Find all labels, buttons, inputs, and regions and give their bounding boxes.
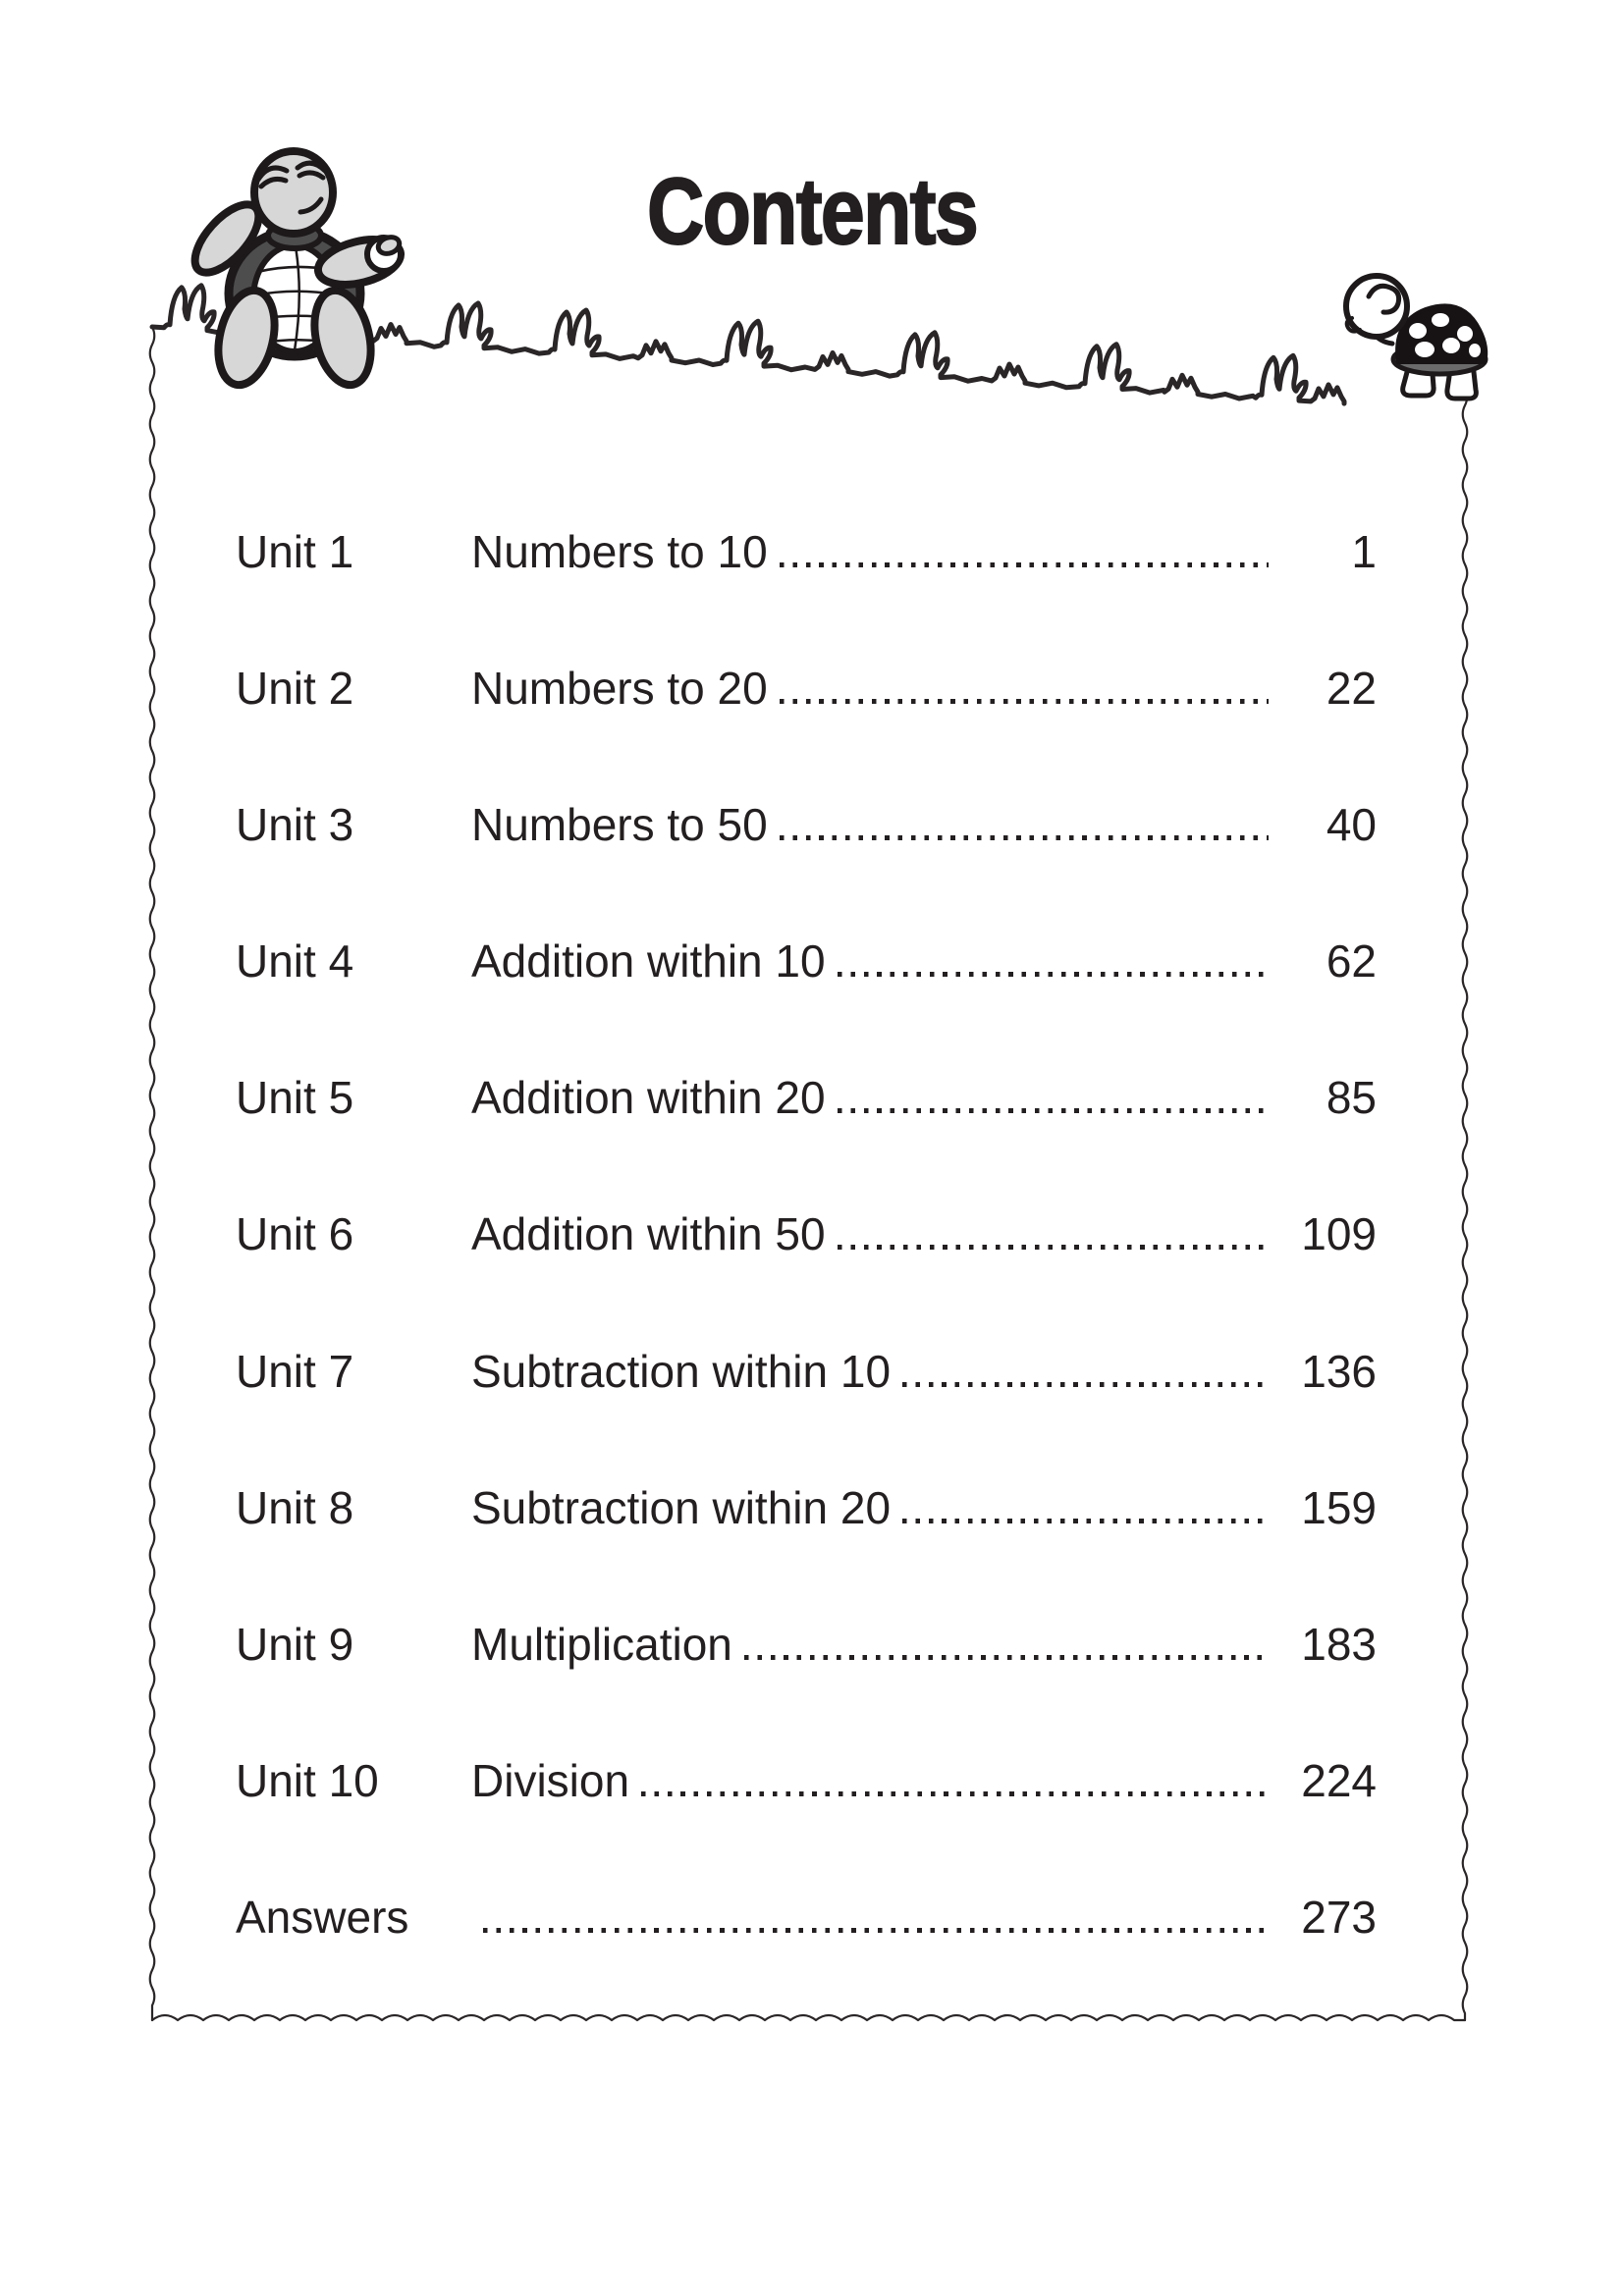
toc-unit-label: Unit 7 bbox=[236, 1345, 354, 1397]
toc-row bbox=[236, 795, 1377, 932]
toc-item-title: Numbers to 10 bbox=[471, 526, 768, 577]
toc-item-title: Addition within 20 bbox=[471, 1072, 826, 1124]
toc-item-title: Numbers to 50 bbox=[471, 799, 768, 851]
toc-unit-label: Unit 8 bbox=[236, 1481, 354, 1533]
toc-item-title: Subtraction within 20 bbox=[471, 1481, 892, 1533]
border-right bbox=[1463, 388, 1468, 2020]
toc-row bbox=[236, 1478, 1377, 1615]
border-left bbox=[150, 327, 155, 2020]
toc-row bbox=[236, 1888, 1377, 2024]
toc-row bbox=[236, 1751, 1377, 1888]
dot-leader bbox=[744, 1655, 1269, 1660]
toc-item-title: Subtraction within 10 bbox=[471, 1345, 892, 1397]
toc-unit-label: Unit 2 bbox=[236, 663, 354, 715]
dot-leader bbox=[483, 1928, 1269, 1933]
toc-list bbox=[236, 522, 1377, 2024]
toc-page-number: 224 bbox=[1301, 1754, 1377, 1806]
dot-leader bbox=[780, 835, 1269, 840]
toc-unit-label: Unit 10 bbox=[236, 1754, 379, 1806]
toc-page-number: 273 bbox=[1301, 1891, 1377, 1943]
dot-leader bbox=[780, 562, 1269, 567]
toc-row bbox=[236, 659, 1377, 795]
toc-unit-label: Answers bbox=[236, 1891, 409, 1943]
toc-unit-label: Unit 5 bbox=[236, 1072, 354, 1124]
turtle-walking-illustration bbox=[1346, 276, 1486, 399]
dot-leader bbox=[780, 699, 1269, 704]
toc-item-title: Addition within 10 bbox=[471, 935, 826, 988]
toc-page-number: 136 bbox=[1301, 1345, 1377, 1397]
toc-page-number: 22 bbox=[1326, 663, 1377, 715]
toc-unit-label: Unit 9 bbox=[236, 1618, 354, 1670]
dot-leader bbox=[902, 1382, 1269, 1387]
toc-row bbox=[236, 1615, 1377, 1751]
toc-unit-label: Unit 3 bbox=[236, 799, 354, 851]
toc-page-number: 1 bbox=[1351, 526, 1377, 577]
toc-item-title: Multiplication bbox=[471, 1618, 732, 1670]
toc-item-title: Addition within 50 bbox=[471, 1208, 826, 1260]
toc-unit-label: Unit 1 bbox=[236, 526, 354, 577]
toc-item-title: Division bbox=[471, 1754, 630, 1806]
toc-row bbox=[236, 522, 1377, 659]
toc-page-number: 183 bbox=[1301, 1618, 1377, 1670]
dot-leader bbox=[838, 1108, 1269, 1113]
toc-page-number: 159 bbox=[1301, 1481, 1377, 1533]
toc-row bbox=[236, 1204, 1377, 1341]
toc-page-number: 109 bbox=[1301, 1208, 1377, 1260]
toc-unit-label: Unit 4 bbox=[236, 935, 354, 988]
page-title: Contents bbox=[647, 159, 977, 264]
dot-leader bbox=[641, 1791, 1269, 1796]
dot-leader bbox=[902, 1519, 1269, 1523]
toc-page-number: 85 bbox=[1326, 1072, 1377, 1124]
toc-row bbox=[236, 1342, 1377, 1478]
dot-leader bbox=[838, 972, 1269, 977]
toc-page-number: 62 bbox=[1326, 935, 1377, 988]
toc-row bbox=[236, 1068, 1377, 1204]
toc-page-number: 40 bbox=[1326, 799, 1377, 851]
toc-unit-label: Unit 6 bbox=[236, 1208, 354, 1260]
toc-row bbox=[236, 932, 1377, 1068]
toc-item-title: Numbers to 20 bbox=[471, 663, 768, 715]
dot-leader bbox=[838, 1245, 1269, 1250]
